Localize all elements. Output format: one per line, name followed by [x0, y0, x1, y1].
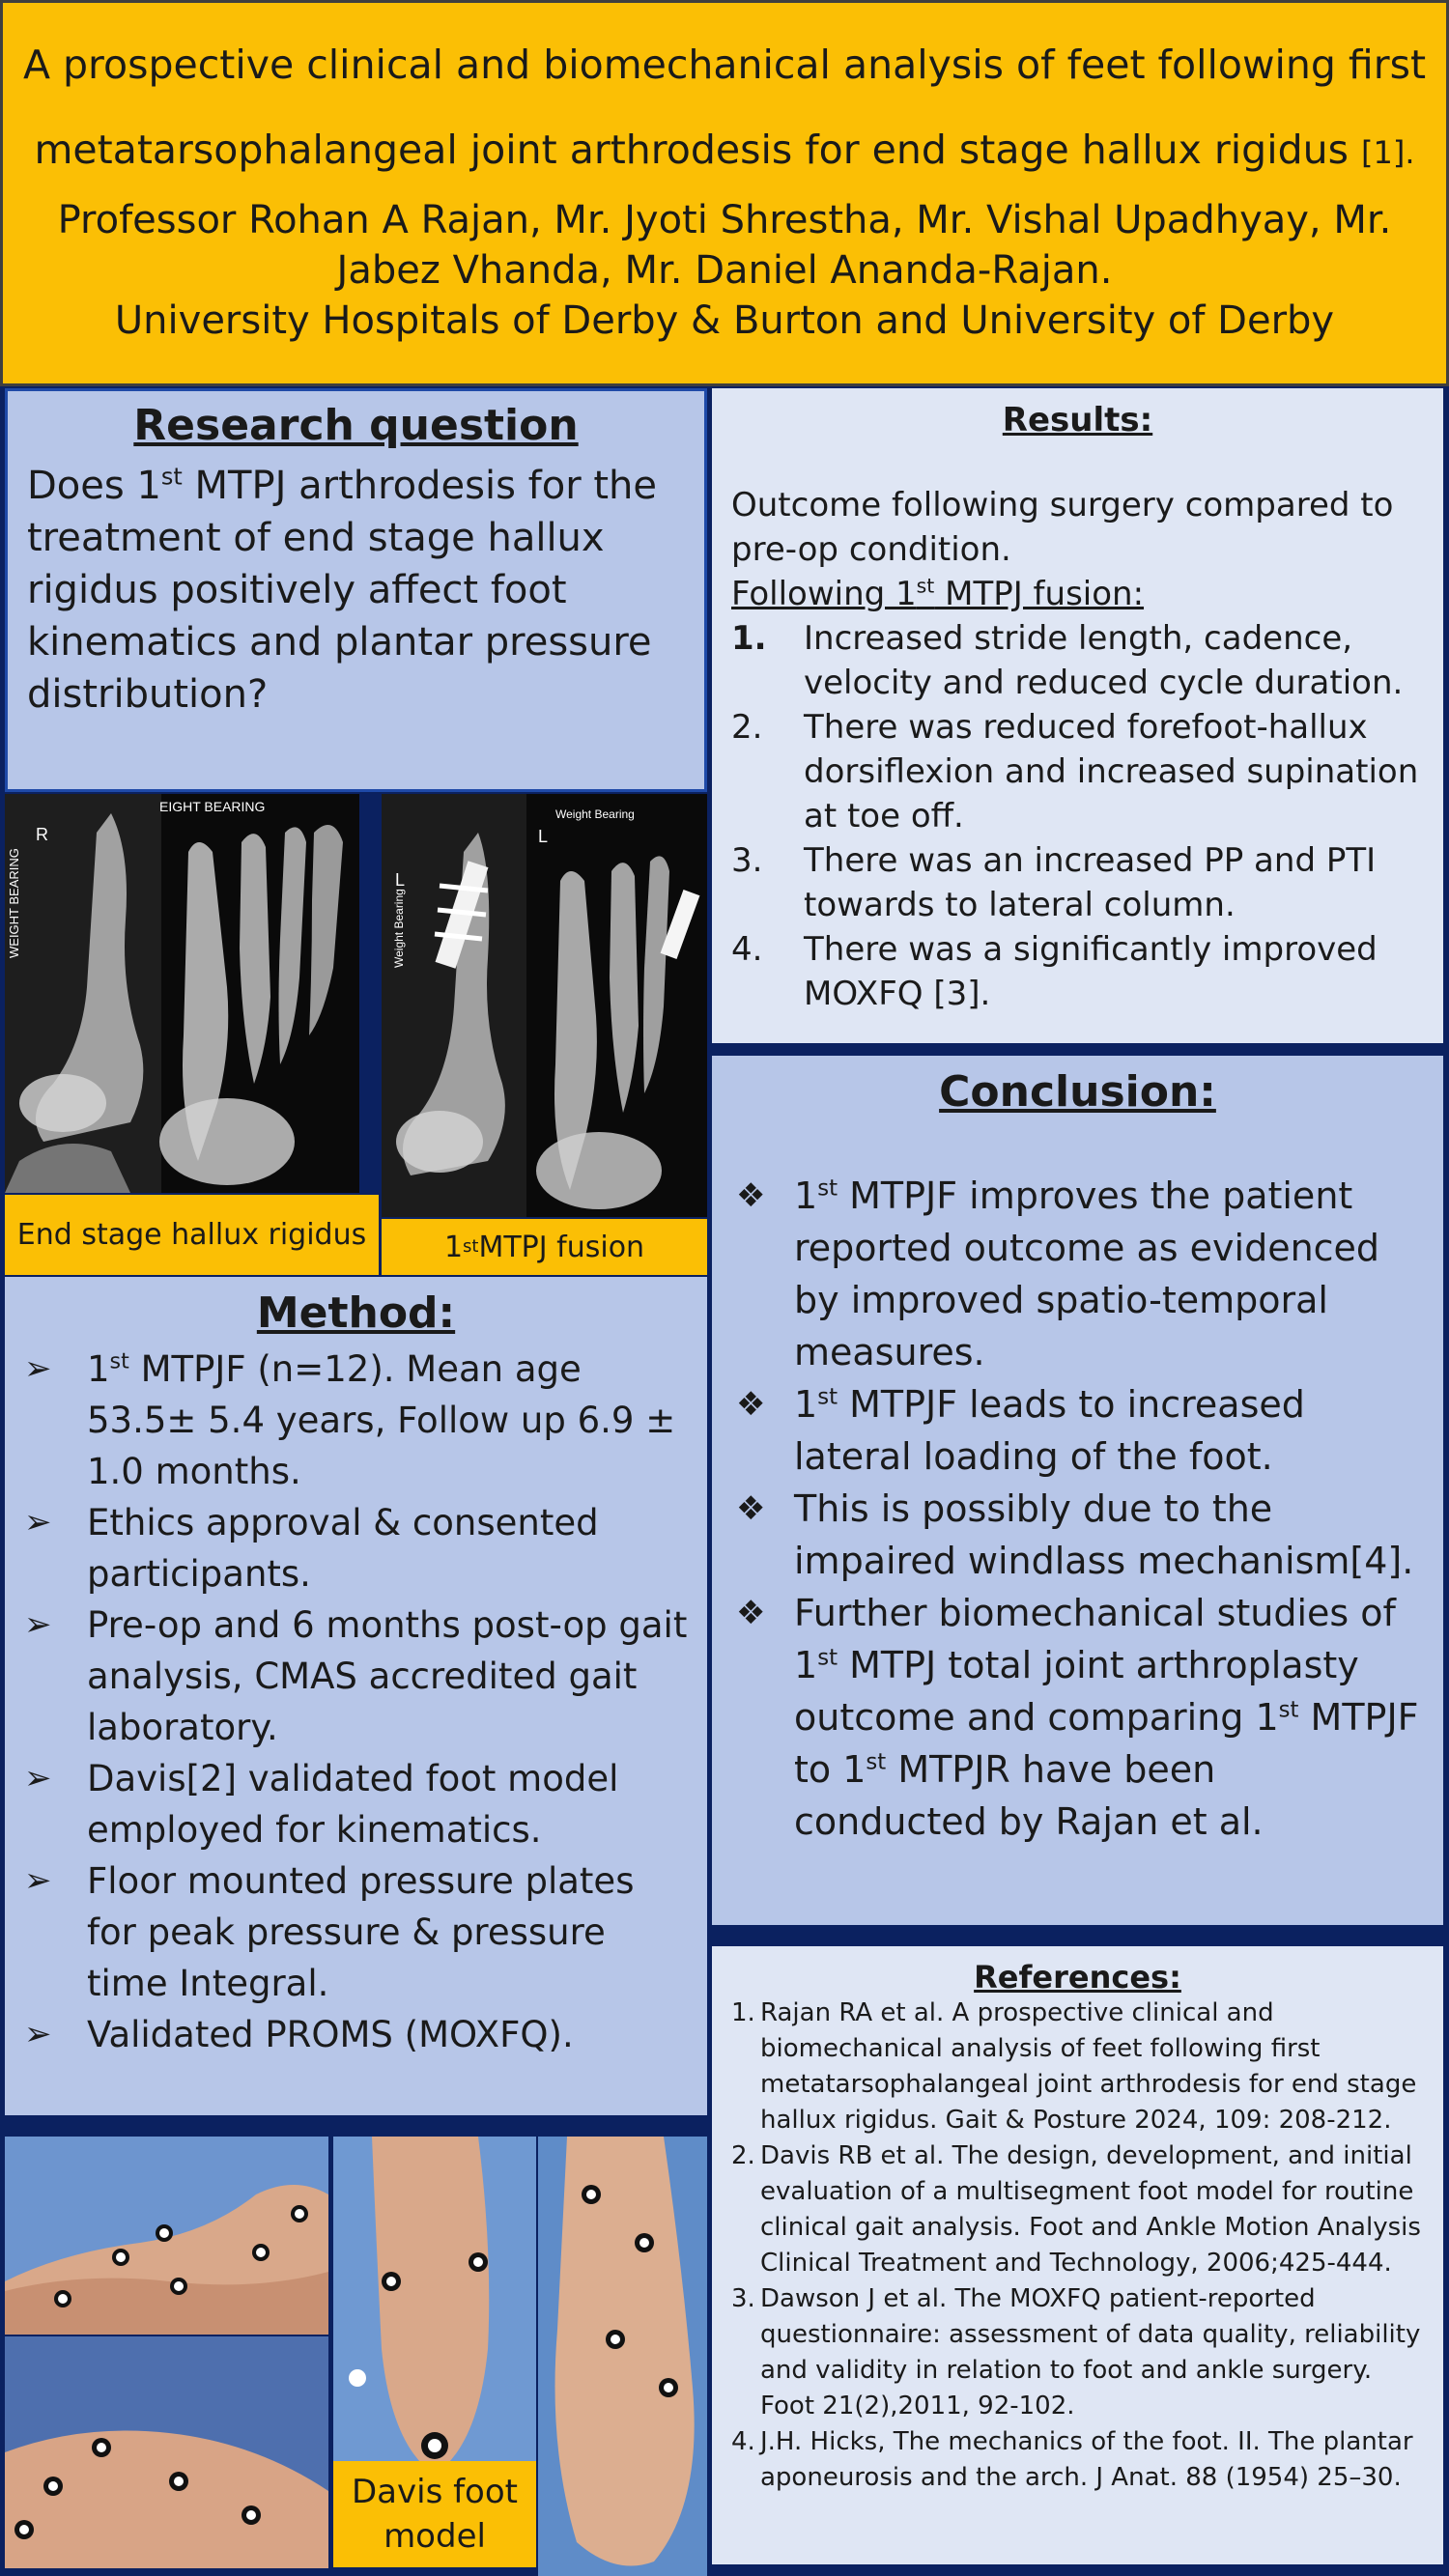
rq-text-start: Does 1: [27, 464, 161, 508]
fusion-sup: st: [916, 574, 935, 598]
results-item: [731, 927, 1424, 1016]
title-line-2: [3, 107, 1446, 195]
research-question-heading: Research question: [133, 401, 579, 450]
reference-text: Davis RB et al. The design, development, and initial evaluation of a multisegment foot model for routine clinical gait analysis. Foot and Ankle Motion Analysis Clinical Treatment and Technology, 2006;425-444.: [760, 2141, 1421, 2278]
xray-label-eight-bearing: EIGHT BEARING: [159, 799, 266, 814]
reference-text: J.H. Hicks, The mechanics of the foot. II. The plantar aponeurosis and the arch. J Anat. 88 (1954) 25–30.: [760, 2427, 1413, 2492]
reference-item: [731, 1996, 1424, 2138]
research-question-panel: [5, 388, 707, 792]
conclusion-item: [736, 1378, 1419, 1483]
method-item: [24, 1753, 688, 1855]
method-item-text: Validated PROMS (MOXFQ).: [87, 2014, 574, 2055]
results-item-text: Increased stride length, cadence, velocity and reduced cycle duration.: [804, 619, 1404, 702]
conclusion-last-sup2: st: [1278, 1697, 1299, 1723]
conclusion-item: [736, 1483, 1419, 1587]
reference-num: 4.: [731, 2427, 755, 2456]
results-item-text: There was a significantly improved MOXFQ [3].: [804, 930, 1378, 1013]
conclusion-last-b: MTPJ total joint arthroplasty outcome and comparing 1: [794, 1644, 1359, 1739]
reference-item: [731, 2138, 1424, 2281]
conclusion-last-sup1: st: [817, 1645, 838, 1671]
results-item-text: There was an increased PP and PTI towards to lateral column.: [804, 841, 1377, 924]
conclusion-last-a: Further biomechanical studies of 1: [794, 1592, 1396, 1686]
results-item-num: 3.: [731, 841, 763, 880]
reference-item: [731, 2281, 1424, 2424]
reference-num: 2.: [731, 2141, 755, 2170]
reference-text: Rajan RA et al. A prospective clinical and biomechanical analysis of feet following first metatarsophalangeal joint arthrodesis for end stage hallux rigidus. Gait & Posture 2024, 109: 208-212.: [760, 1998, 1417, 2135]
method-list: [24, 1344, 688, 2060]
rq-sup: st: [160, 463, 183, 491]
xray-label-weight-bearing-2: Weight Bearing: [555, 807, 635, 821]
results-item: [731, 616, 1424, 705]
davis-caption-line-1: Davis foot: [351, 2473, 518, 2511]
title-reference: [1].: [1361, 134, 1415, 171]
arrow-bullet-icon: ➢: [24, 2015, 52, 2053]
conclusion-last-d: MTPJR have been conducted by Rajan et al.: [794, 1748, 1264, 1843]
method-item-text: Ethics approval & consented participants.: [87, 1502, 599, 1595]
xray-label-l-2: L: [538, 827, 549, 846]
xray-label-weight-bearing: WEIGHT BEARING: [7, 848, 21, 958]
poster-header: [0, 0, 1449, 386]
conclusion-panel: [712, 1056, 1443, 1925]
arrow-bullet-icon: ➢: [24, 1759, 52, 1798]
foot-photo-medial: [5, 2336, 328, 2568]
conclusion-item-pre: 1: [794, 1175, 818, 1217]
caption-postop-text: MTPJ fusion: [478, 1230, 645, 1264]
method-item-text: Davis[2] validated foot model employed for kinematics.: [87, 1758, 619, 1851]
method-first-post: MTPJF (n=12). Mean age 53.5± 5.4 years, Follow up 6.9 ± 1.0 months.: [87, 1348, 676, 1492]
xray-label-weight-bearing-1: Weight Bearing: [392, 889, 406, 968]
caption-postop-num: 1: [443, 1230, 464, 1264]
conclusion-item: [736, 1587, 1419, 1848]
method-first-pre: 1: [87, 1348, 110, 1390]
conclusion-item-post: MTPJF improves the patient reported outcome as evidenced by improved spatio-temporal measures.: [794, 1175, 1380, 1373]
conclusion-item-sup: st: [817, 1384, 838, 1410]
arrow-bullet-icon: ➢: [24, 1503, 52, 1542]
results-item: [731, 838, 1424, 927]
conclusion-last-c: MTPJF to 1: [794, 1696, 1419, 1791]
method-item-text: Pre-op and 6 months post-op gait analysis, CMAS accredited gait laboratory.: [87, 1604, 688, 1748]
method-panel: [5, 1277, 707, 2115]
results-heading: Results:: [1002, 401, 1153, 439]
references-list: [731, 1996, 1424, 2496]
xray-image-preop: [5, 794, 359, 1193]
method-item-text: Floor mounted pressure plates for peak pressure & pressure time Integral.: [87, 1860, 635, 2004]
references-panel: [712, 1946, 1443, 2564]
reference-text: Dawson J et al. The MOXFQ patient-reported questionnaire: assessment of data quality, reliability and validity in relation to foot and ankle surgery. Foot 21(2),2011, 92-102.: [760, 2284, 1421, 2420]
caption-postop: 1 st MTPJ fusion: [382, 1219, 707, 1275]
title-line-2-text: metatarsophalangeal joint arthrodesis for end stage hallux rigidus: [34, 127, 1349, 173]
results-item-num: 4.: [731, 930, 763, 969]
reference-num: 3.: [731, 2284, 755, 2313]
results-list: [731, 616, 1424, 1016]
fusion-suffix: MTPJ fusion:: [934, 575, 1145, 613]
reference-num: 1.: [731, 1998, 755, 2027]
diamond-bullet-icon: ❖: [736, 1594, 766, 1632]
method-item: [24, 1599, 688, 1753]
rq-text-end: MTPJ arthrodesis for the treatment of end stage hallux rigidus positively affect foot kinematics and plantar pressure distribution?: [27, 464, 658, 717]
conclusion-list: [736, 1170, 1419, 1848]
affiliation: University Hospitals of Derby & Burton and University of Derby: [114, 298, 1335, 343]
research-question-text: [27, 460, 685, 721]
conclusion-item: [736, 1170, 1419, 1378]
results-fusion-label: [731, 572, 1424, 616]
conclusion-item-text: This is possibly due to the impaired windlass mechanism[4].: [794, 1487, 1414, 1582]
authors-line-1: Professor Rohan A Rajan, Mr. Jyoti Shrestha, Mr. Vishal Upadhyay, Mr.: [57, 198, 1392, 242]
conclusion-item-sup: st: [817, 1175, 838, 1202]
method-item: [24, 2009, 688, 2060]
arrow-bullet-icon: ➢: [24, 1349, 52, 1388]
results-panel: [712, 388, 1443, 1043]
foot-photo-posterior: [333, 2137, 536, 2484]
title-line-1: A prospective clinical and biomechanical analysis of feet following first: [22, 42, 1427, 88]
results-outcome: Outcome following surgery compared to pre-op condition.: [731, 486, 1394, 569]
diamond-bullet-icon: ❖: [736, 1385, 766, 1424]
conclusion-last-sup3: st: [866, 1749, 887, 1775]
diamond-bullet-icon: ❖: [736, 1489, 766, 1528]
results-item-num: 1.: [731, 619, 767, 658]
foot-photo-lateral: [5, 2137, 328, 2335]
davis-caption-line-2: model: [384, 2517, 486, 2556]
conclusion-heading: Conclusion:: [939, 1067, 1216, 1117]
results-item-text: There was reduced forefoot-hallux dorsiflexion and increased supination at toe off.: [804, 708, 1419, 835]
foot-photo-dorsal: [538, 2137, 707, 2576]
xray-label-l-1: L: [395, 870, 406, 890]
authors-line-2: Jabez Vhanda, Mr. Daniel Ananda-Rajan.: [336, 248, 1113, 293]
method-first-sup: st: [109, 1348, 129, 1374]
conclusion-item-post: MTPJF leads to increased lateral loading of the foot.: [794, 1383, 1305, 1478]
results-item: [731, 705, 1424, 838]
method-item: [24, 1497, 688, 1599]
results-item-num: 2.: [731, 708, 763, 747]
references-heading: References:: [974, 1959, 1181, 1996]
caption-preop: End stage hallux rigidus: [5, 1195, 379, 1275]
xray-label-r: R: [36, 825, 48, 844]
davis-model-caption: [333, 2461, 536, 2567]
fusion-prefix: Following 1: [731, 575, 917, 613]
method-heading: Method:: [256, 1288, 456, 1338]
diamond-bullet-icon: ❖: [736, 1176, 766, 1215]
arrow-bullet-icon: ➢: [24, 1861, 52, 1900]
xray-image-postop: [382, 794, 707, 1217]
conclusion-item-pre: 1: [794, 1383, 818, 1426]
arrow-bullet-icon: ➢: [24, 1605, 52, 1644]
reference-item: [731, 2424, 1424, 2496]
method-item: [24, 1855, 688, 2009]
method-item: [24, 1344, 688, 1497]
